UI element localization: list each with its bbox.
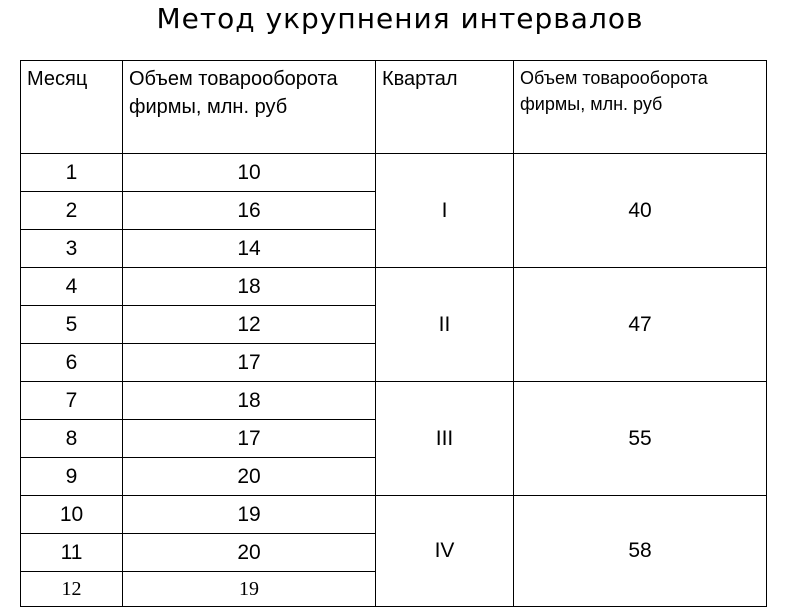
month-cell: 2 [21,192,123,230]
header-quarter: Квартал [376,61,514,154]
table-row [21,154,767,192]
header-month: Месяц [21,61,123,154]
page-title: Метод укрупнения интервалов [156,2,644,35]
month-cell: 5 [21,306,123,344]
month-cell: 9 [21,458,123,496]
quarter-cell: IV [376,496,514,607]
quarter-volume-cell: 58 [514,496,767,607]
month-cell: 10 [21,496,123,534]
month-cell: 6 [21,344,123,382]
quarter-cell: II [376,268,514,382]
header-quarter-volume: Объем товарооборота фирмы, млн. руб [514,61,767,154]
quarter-volume-cell: 40 [514,154,767,268]
month-cell: 4 [21,268,123,306]
volume-cell: 17 [123,344,376,382]
volume-cell: 20 [123,458,376,496]
month-cell: 7 [21,382,123,420]
volume-cell: 10 [123,154,376,192]
quarter-volume-cell: 47 [514,268,767,382]
month-cell: 3 [21,230,123,268]
quarter-cell: I [376,154,514,268]
volume-cell: 20 [123,534,376,572]
interval-table [20,60,767,607]
volume-cell: 18 [123,268,376,306]
quarter-volume-cell: 55 [514,382,767,496]
month-cell: 11 [21,534,123,572]
quarter-cell: III [376,382,514,496]
volume-cell: 16 [123,192,376,230]
month-cell: 1 [21,154,123,192]
table-row [21,496,767,534]
volume-cell: 12 [123,306,376,344]
volume-cell: 14 [123,230,376,268]
volume-cell: 17 [123,420,376,458]
table-row [21,268,767,306]
month-cell: 12 [21,572,123,607]
month-cell: 8 [21,420,123,458]
volume-cell: 19 [123,572,376,607]
volume-cell: 18 [123,382,376,420]
table-header-row [21,61,767,154]
header-volume: Объем товарооборота фирмы, млн. руб [123,61,376,154]
volume-cell: 19 [123,496,376,534]
table-row [21,382,767,420]
